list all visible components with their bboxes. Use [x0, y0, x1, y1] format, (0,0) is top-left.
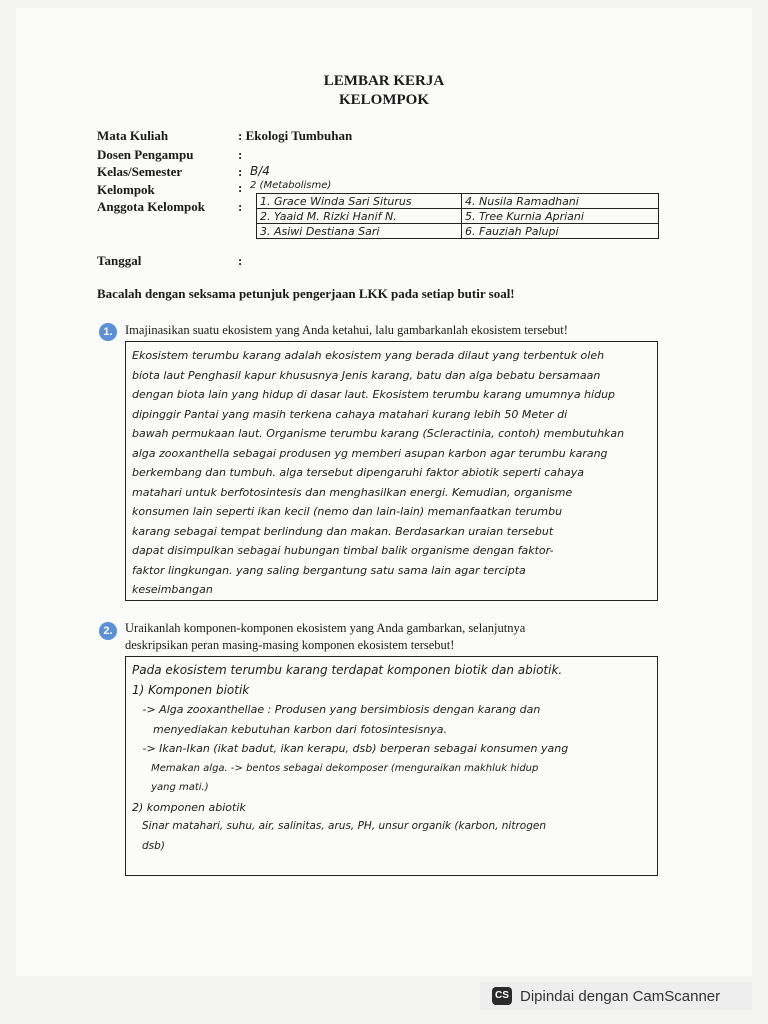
answer-line: -> Alga zooxanthellae : Produsen yang bersimbiosis dengan karang dan [132, 703, 541, 716]
mata-kuliah-label: Mata Kuliah [97, 128, 169, 143]
answer-line: dsb) [132, 839, 165, 852]
member-cell: 4. Nusila Ramadhani [462, 194, 659, 209]
anggota-colon: : [238, 199, 243, 214]
camscanner-watermark [480, 982, 752, 1010]
dosen-colon: : [238, 147, 243, 162]
camscanner-logo-icon: CS [492, 987, 512, 1005]
tanggal-label: Tanggal [97, 253, 142, 268]
answer-line: Ekosistem terumbu karang adalah ekosistem yang berada dilaut yang terbentuk oleh [132, 349, 605, 362]
answer-line: menyediakan kebutuhan karbon dari fotosintesisnya. [132, 722, 447, 736]
kelas-colon: : [238, 164, 243, 179]
answer-line: dengan biota lain yang hidup di dasar laut. Ekosistem terumbu karang umumnya hidup [132, 388, 616, 401]
answer-line: yang mati.) [132, 782, 209, 793]
kelas-label: Kelas/Semester [97, 164, 183, 179]
question-1-number-badge: 1. [99, 323, 117, 341]
question-2-number-badge: 2. [99, 622, 117, 640]
answer-line: faktor lingkungan. yang saling bergantung satu sama lain agar tercipta [132, 563, 526, 577]
answer-line: konsumen lain seperti ikan kecil (nemo dan lain-lain) memanfaatkan terumbu [132, 505, 563, 518]
mata-kuliah-value: : Ekologi Tumbuhan [238, 128, 353, 143]
answer-line: biota laut Penghasil kapur khususnya Jenis karang, batu dan alga bebatu bersamaan [132, 368, 601, 382]
member-cell: 3. Asiwi Destiana Sari [257, 224, 462, 239]
answer-line: keseimbangan [132, 583, 213, 596]
instruction-text: Bacalah dengan seksama petunjuk pengerjaan LKK pada setiap butir soal! [97, 286, 515, 301]
answer-line: berkembang dan tumbuh. alga tersebut dipengaruhi faktor abiotik seperti cahaya [132, 466, 584, 479]
member-cell: 1. Grace Winda Sari Siturus [257, 194, 462, 209]
dosen-label: Dosen Pengampu [97, 147, 194, 162]
member-row [257, 194, 659, 209]
answer-line: 1) Komponen biotik [132, 682, 250, 697]
member-cell: 2. Yaaid M. Rizki Hanif N. [257, 209, 462, 224]
member-cell: 6. Fauziah Palupi [462, 224, 659, 239]
anggota-label: Anggota Kelompok [97, 199, 205, 214]
kelas-value: B/4 [250, 164, 270, 178]
answer-line: 2) komponen abiotik [132, 800, 246, 814]
camscanner-text: Dipindai dengan CamScanner [520, 987, 721, 1005]
answer-line: karang sebagai tempat berlindung dan makan. Berdasarkan uraian tersebut [132, 524, 554, 538]
question-2-text: Uraikanlah komponen-komponen ekosistem yang Anda gambarkan, selanjutnya deskripsikan peran masing-masing komponen ekosistem tersebut! [125, 621, 526, 652]
answer-line: alga zooxanthella sebagai produsen yg memberi asupan karbon agar terumbu karang [132, 446, 608, 460]
tanggal-colon: : [238, 253, 243, 268]
worksheet-title: LEMBAR KERJA KELOMPOK [323, 73, 445, 108]
answer-line: matahari untuk berfotosintesis dan menghasilkan energi. Kemudian, organisme [132, 485, 573, 499]
answer-line: dapat disimpulkan sebagai hubungan timbal balik organisme dengan faktor- [132, 544, 554, 557]
kelompok-colon: : [238, 180, 243, 195]
question-2-answer-box [125, 656, 658, 876]
answer-line: dipinggir Pantai yang masih terkena cahaya matahari kurang lebih 50 Meter di [132, 407, 568, 421]
member-cell: 5. Tree Kurnia Apriani [462, 209, 659, 224]
member-row [257, 224, 659, 239]
kelompok-value: 2 (Metabolisme) [250, 180, 332, 191]
answer-line: Memakan alga. -> bentos sebagai dekomposer (menguraikan makhluk hidup [132, 762, 539, 774]
question-1-answer-box [125, 341, 658, 601]
members-table [256, 193, 659, 239]
answer-line: Sinar matahari, suhu, air, salinitas, arus, PH, unsur organik (karbon, nitrogen [132, 820, 546, 832]
question-1-text: Imajinasikan suatu ekosistem yang Anda ketahui, lalu gambarkanlah ekosistem tersebut! [125, 323, 568, 337]
answer-line: -> Ikan-Ikan (ikat badut, ikan kerapu, dsb) berperan sebagai konsumen yang [132, 742, 569, 755]
answer-line: Pada ekosistem terumbu karang terdapat komponen biotik dan abiotik. [132, 663, 563, 677]
kelompok-label: Kelompok [97, 182, 155, 197]
member-row [257, 209, 659, 224]
answer-line: bawah permukaan laut. Organisme terumbu karang (Scleractinia, contoh) membutuhkan [132, 427, 625, 440]
